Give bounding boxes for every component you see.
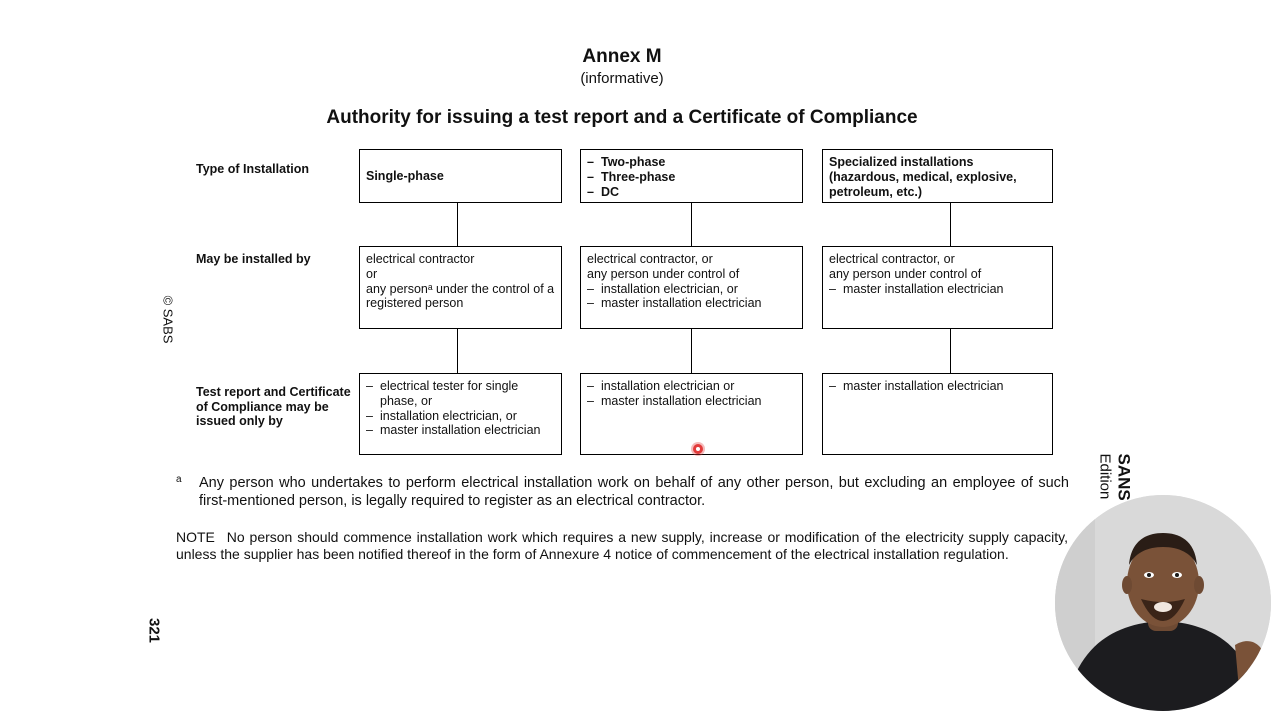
- issuer-list: [587, 379, 796, 409]
- cell-text: any person under control of: [587, 266, 740, 281]
- cell-installed-by-multi-phase: [580, 246, 803, 329]
- issuer-list: [366, 379, 555, 438]
- cell-installed-by-single-phase: [359, 246, 562, 329]
- list-item: – DC: [587, 185, 796, 200]
- page-number: 321: [145, 617, 163, 644]
- issuer-list: [829, 379, 1046, 394]
- row-label-type: Type of Installation: [196, 162, 309, 176]
- page-title: Authority for issuing a test report and a Certificate of Compliance: [326, 107, 918, 128]
- cell-type-specialized: [822, 149, 1053, 203]
- list-item: – installation electrician, or: [587, 282, 796, 297]
- cell-installed-by-specialized: [822, 246, 1053, 329]
- connector-line: [457, 329, 458, 373]
- cell-type-multi-phase: [580, 149, 803, 203]
- list-item: – master installation electrician: [829, 282, 1046, 297]
- footnote-text: Any person who undertakes to perform electrical installation work on behalf of any other person, but excluding an employee of such first-mentioned person, is legally required to register as an electrical contractor.: [199, 475, 1069, 509]
- list-item: – master installation electrician: [366, 423, 555, 438]
- cell-text: any person under control of: [829, 266, 982, 281]
- list-item: – Two-phase: [587, 155, 796, 170]
- edge-standard-name: SANS: [1114, 453, 1134, 501]
- cell-text: or: [366, 266, 378, 281]
- list-item: – master installation electrician: [587, 296, 796, 311]
- cell-type-single-phase: [359, 149, 562, 203]
- cell-type-specialized-text: Specialized installations (hazardous, medical, explosive, petroleum, etc.): [829, 155, 1017, 199]
- webcam-overlay: [1055, 495, 1271, 711]
- connector-line: [457, 203, 458, 246]
- cell-text: electrical contractor, or: [587, 252, 713, 266]
- pointer-cursor-icon: [693, 444, 703, 454]
- list-item: – installation electrician, or: [366, 409, 555, 424]
- installer-list: [829, 282, 1046, 297]
- copyright-label: © SABS: [160, 295, 176, 344]
- cell-type-single-phase-text: Single-phase: [366, 168, 444, 183]
- list-item: – master installation electrician: [587, 394, 796, 409]
- cell-issued-by-multi-phase: [580, 373, 803, 455]
- annex-title: Annex M: [582, 46, 662, 67]
- connector-line: [950, 329, 951, 373]
- annex-subtitle: (informative): [580, 70, 664, 87]
- cell-text: electrical contractor: [366, 252, 475, 266]
- connector-line: [691, 329, 692, 373]
- cell-text: any personᵃ under the control of a registered person: [366, 281, 555, 311]
- row-label-issued-by: Test report and Certificate of Compliance may be issued only by: [196, 385, 351, 428]
- connector-line: [950, 203, 951, 246]
- edge-standard-edition: Edition: [1096, 453, 1114, 500]
- list-item: – Three-phase: [587, 170, 796, 185]
- presenter-video-icon: [1055, 495, 1271, 711]
- cell-issued-by-specialized: [822, 373, 1053, 455]
- row-label-installed-by: May be installed by: [196, 252, 311, 266]
- cell-issued-by-single-phase: [359, 373, 562, 455]
- type-list: [587, 155, 796, 199]
- note-text: NOTE No person should commence installation work which requires a new supply, increase or modification of the electricity supply capacity, unless the supplier has been notified thereof in the form of Annexure 4 notice of commencement of the electrical installation regulation.: [176, 529, 1068, 562]
- list-item: – electrical tester for single phase, or: [366, 379, 555, 409]
- connector-line: [691, 203, 692, 246]
- cell-text: electrical contractor, or: [829, 252, 955, 266]
- footnote-mark: a: [176, 474, 182, 485]
- installer-list: [587, 282, 796, 312]
- list-item: – master installation electrician: [829, 379, 1046, 394]
- list-item: – installation electrician or: [587, 379, 796, 394]
